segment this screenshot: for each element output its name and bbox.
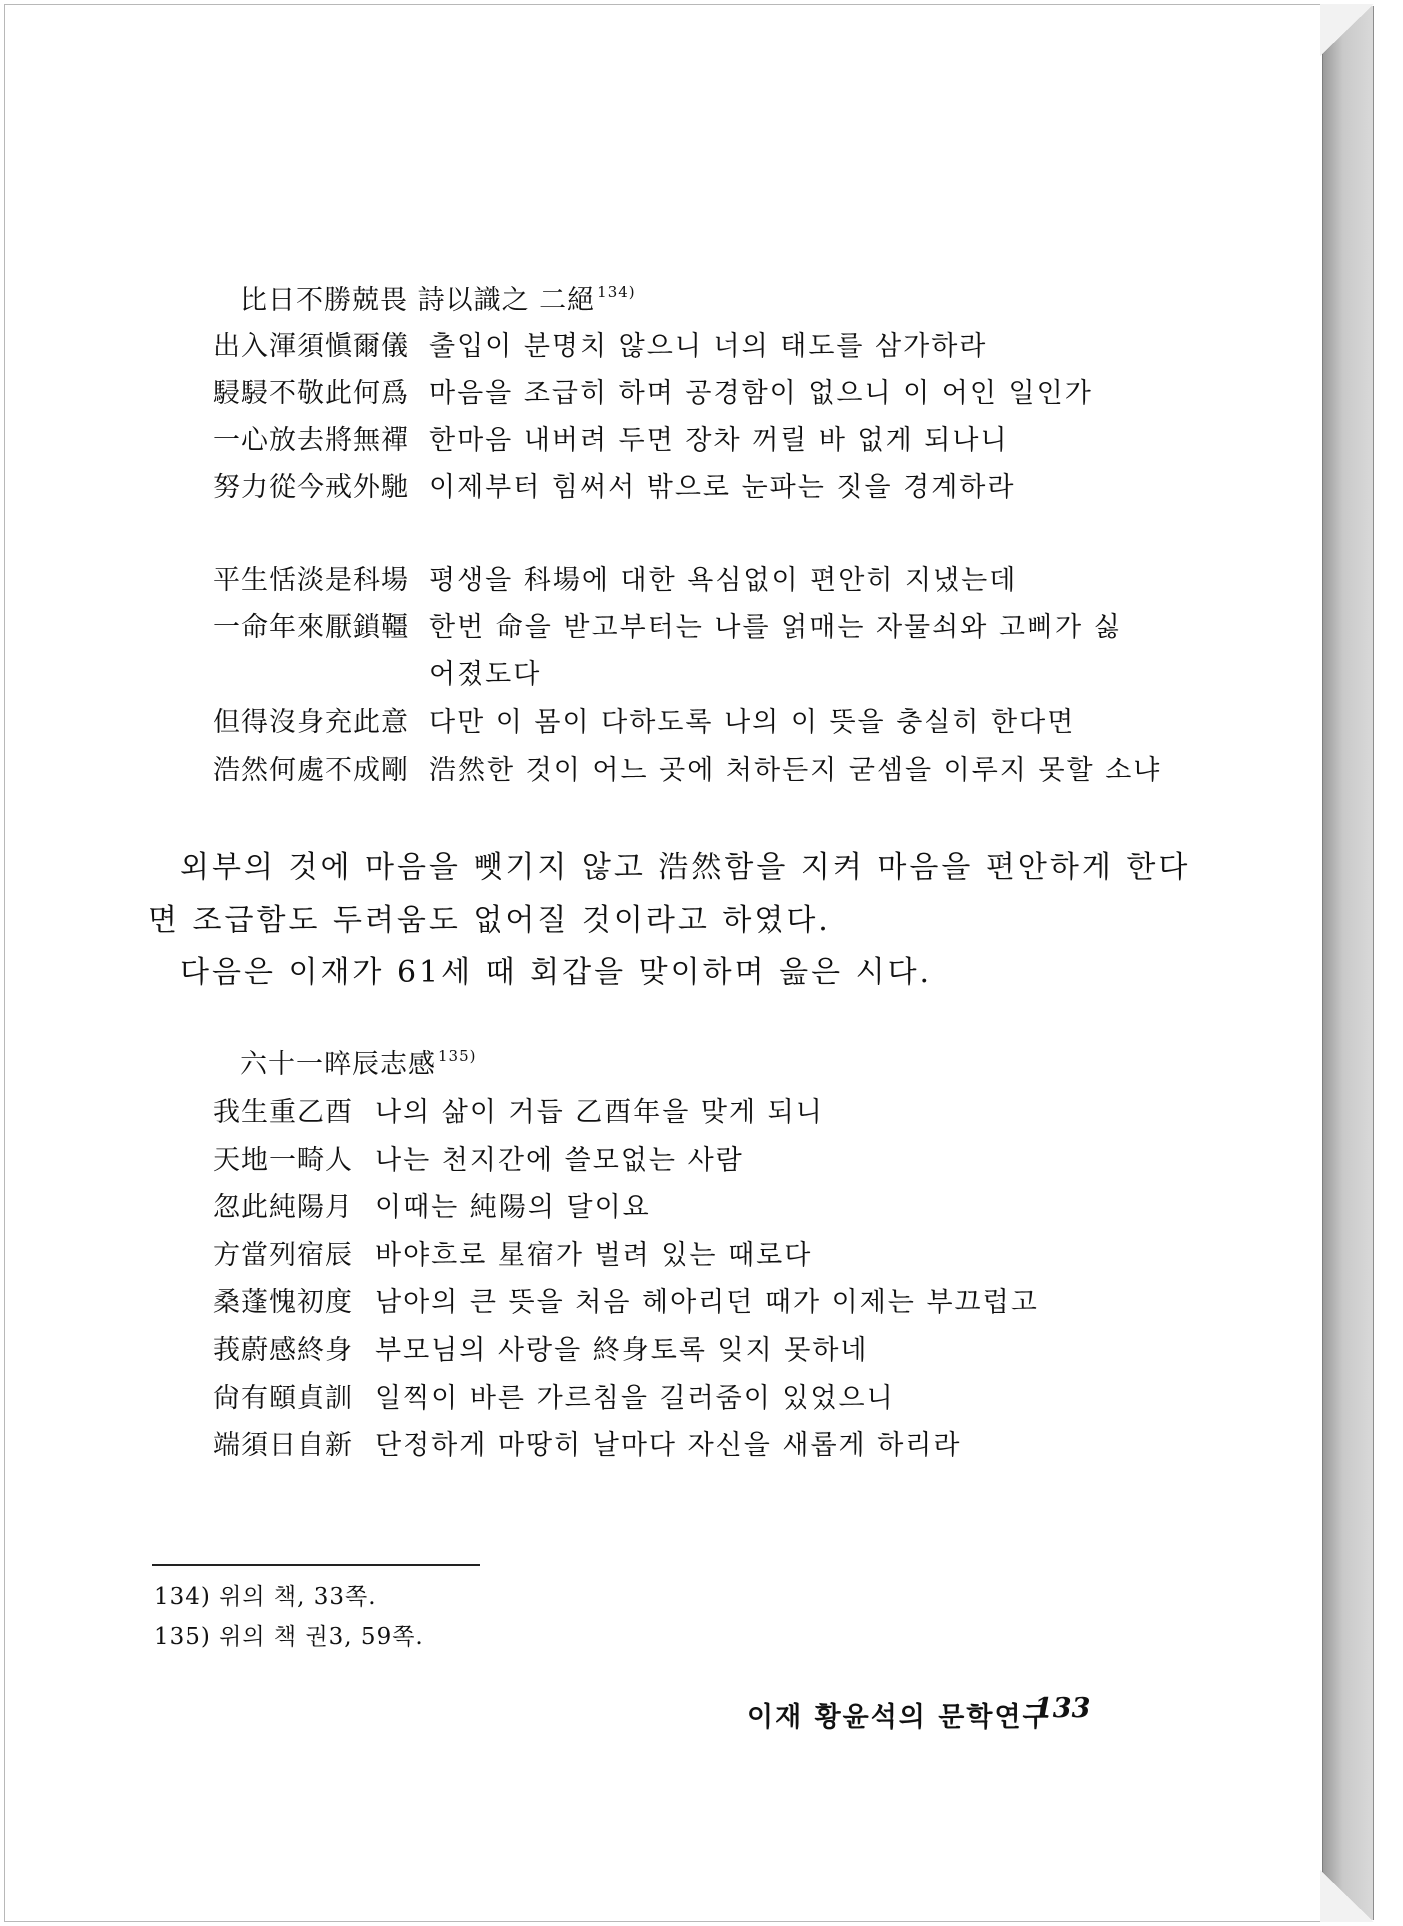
poem1-title: 比日不勝兢畏 詩以識之 二絕 <box>240 285 596 316</box>
poem-korean: 한번 命을 받고부터는 나를 얽매는 자물쇠와 고삐가 싫 <box>429 612 1122 643</box>
poem-korean: 한마음 내버려 두면 장차 꺼릴 바 없게 되나니 <box>429 425 1009 456</box>
poem-hanja: 努力從今戒外馳 <box>213 472 409 503</box>
running-title: 이재 황윤석의 문학연구 <box>747 1702 1051 1733</box>
poem1-title-row <box>240 278 636 317</box>
prose-line: 외부의 것에 마음을 뺏기지 않고 浩然함을 지켜 마음을 편안하게 한다 <box>180 850 1191 885</box>
prose-line: 다음은 이재가 61세 때 회갑을 맞이하며 읊은 시다. <box>180 955 933 990</box>
page-edge-top <box>1320 4 1374 56</box>
poem-korean: 어졌도다 <box>429 659 542 690</box>
poem-korean: 남아의 큰 뜻을 처음 헤아리던 때가 이제는 부끄럽고 <box>375 1287 1039 1318</box>
poem-korean: 나의 삶이 거듭 乙酉年을 맞게 되니 <box>375 1097 824 1128</box>
poem-hanja: 浩然何處不成剛 <box>213 755 409 786</box>
poem-korean: 마음을 조급히 하며 공경함이 없으니 이 어인 일인가 <box>429 378 1093 409</box>
prose-line: 면 조급함도 두려움도 없어질 것이라고 하였다. <box>148 903 831 938</box>
poem-korean: 나는 천지간에 쓸모없는 사람 <box>375 1145 744 1176</box>
poem-korean: 일찍이 바른 가르침을 길러줌이 있었으니 <box>375 1383 895 1414</box>
poem-hanja: 桑蓬愧初度 <box>213 1287 353 1318</box>
page-edge-right <box>1322 6 1374 1920</box>
poem-hanja: 出入渾須愼爾儀 <box>213 331 409 362</box>
poem-korean: 부모님의 사랑을 終身토록 잊지 못하네 <box>375 1335 869 1366</box>
poem-hanja: 平生恬淡是科場 <box>213 565 409 596</box>
poem-hanja: 尙有頤貞訓 <box>213 1383 353 1414</box>
poem-korean: 단정하게 마땅히 날마다 자신을 새롭게 하리라 <box>375 1430 962 1461</box>
footnote-134: 134) 위의 책, 33쪽. <box>154 1584 377 1610</box>
footnote-divider <box>152 1564 480 1566</box>
poem2-title-row <box>240 1042 476 1081</box>
poem2-note-ref: 135) <box>438 1047 477 1065</box>
poem-korean: 평생을 科場에 대한 욕심없이 편안히 지냈는데 <box>429 565 1018 596</box>
poem-hanja: 天地一畸人 <box>213 1145 353 1176</box>
footnote-135: 135) 위의 책 권3, 59쪽. <box>154 1624 424 1650</box>
poem-korean: 다만 이 몸이 다하도록 나의 이 뜻을 충실히 한다면 <box>429 707 1076 738</box>
poem-korean: 바야흐로 星宿가 벌려 있는 때로다 <box>375 1240 813 1271</box>
poem-hanja: 駸駸不敬此何爲 <box>213 378 409 409</box>
poem-korean: 출입이 분명치 않으니 너의 태도를 삼가하라 <box>429 331 988 362</box>
poem-hanja: 端須日自新 <box>213 1430 353 1461</box>
poem-hanja: 莪蔚感終身 <box>213 1335 353 1366</box>
poem1-note-ref: 134) <box>597 283 636 301</box>
poem-hanja: 一心放去將無禪 <box>213 425 409 456</box>
poem-hanja: 一命年來厭鎖韁 <box>213 612 409 643</box>
poem2-title: 六十一晬辰志感 <box>240 1049 436 1080</box>
poem-hanja: 但得沒身充此意 <box>213 707 409 738</box>
poem-hanja: 忽此純陽月 <box>213 1192 353 1223</box>
page-edge-bottom <box>1320 1870 1374 1922</box>
poem-hanja: 方當列宿辰 <box>213 1240 353 1271</box>
page-number: 133 <box>1034 1693 1091 1724</box>
poem-korean: 이제부터 힘써서 밖으로 눈파는 짓을 경계하라 <box>429 472 1016 503</box>
poem-korean: 이때는 純陽의 달이요 <box>375 1192 651 1223</box>
poem-korean: 浩然한 것이 어느 곳에 처하든지 굳셈을 이루지 못할 소냐 <box>429 755 1162 786</box>
poem-hanja: 我生重乙酉 <box>213 1097 353 1128</box>
